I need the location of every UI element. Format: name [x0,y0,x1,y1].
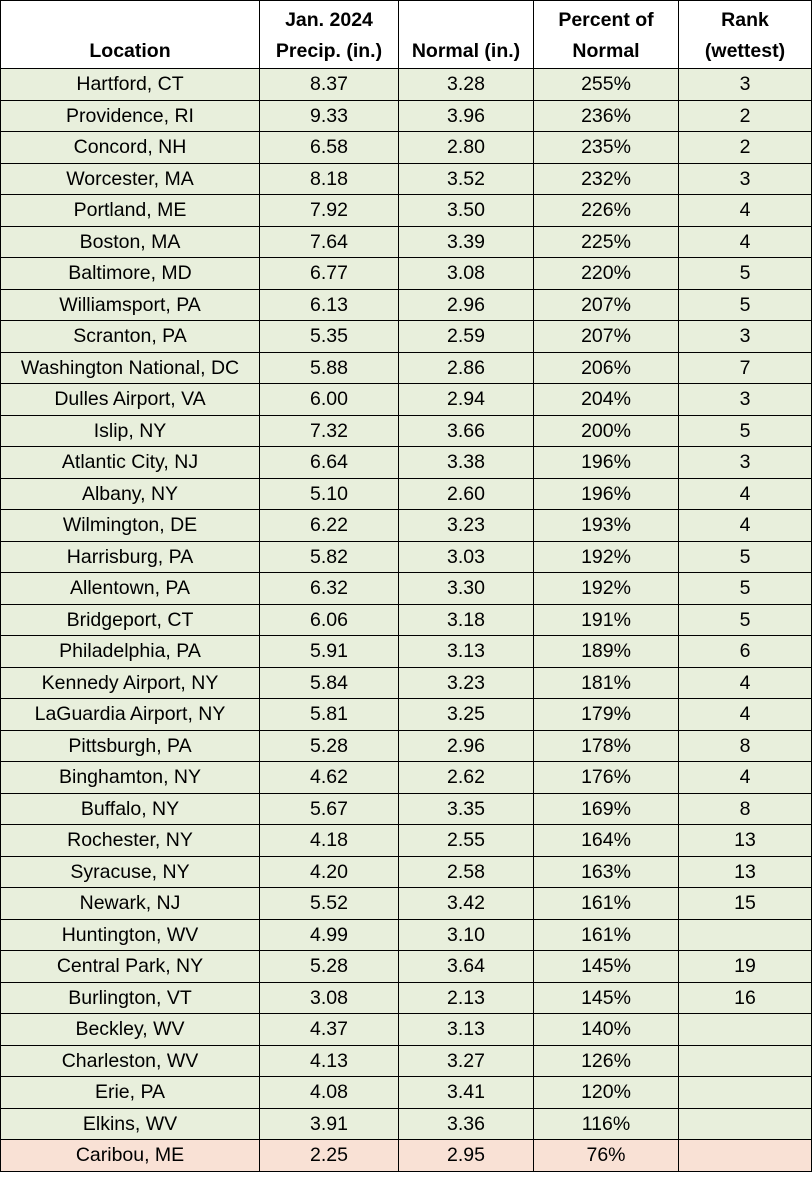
cell-precip: 4.37 [260,1014,399,1046]
cell-percent: 178% [534,730,679,762]
cell-precip: 5.10 [260,478,399,510]
table-row [1,825,812,857]
cell-normal: 3.30 [399,573,534,605]
table-row [1,1045,812,1077]
cell-percent: 116% [534,1108,679,1140]
cell-location: Rochester, NY [1,825,260,857]
cell-location: Allentown, PA [1,573,260,605]
cell-percent: 220% [534,258,679,290]
cell-precip: 4.08 [260,1077,399,1109]
cell-percent: 169% [534,793,679,825]
cell-percent: 193% [534,510,679,542]
cell-rank: 5 [679,604,812,636]
cell-precip: 6.13 [260,289,399,321]
cell-location: Syracuse, NY [1,856,260,888]
table-row [1,163,812,195]
cell-normal: 3.03 [399,541,534,573]
table-row [1,195,812,227]
cell-percent: 163% [534,856,679,888]
cell-percent: 255% [534,69,679,101]
cell-precip: 5.35 [260,321,399,353]
cell-rank: 3 [679,447,812,479]
cell-rank [679,1077,812,1109]
cell-precip: 6.00 [260,384,399,416]
cell-percent: 207% [534,289,679,321]
table-row [1,69,812,101]
header-location [1,1,260,69]
cell-location: LaGuardia Airport, NY [1,699,260,731]
cell-location: Washington National, DC [1,352,260,384]
cell-location: Pittsburgh, PA [1,730,260,762]
cell-rank: 4 [679,226,812,258]
header-normal-label: Normal (in.) [411,40,521,62]
cell-percent: 196% [534,478,679,510]
cell-rank: 2 [679,100,812,132]
cell-rank: 5 [679,573,812,605]
cell-rank: 4 [679,478,812,510]
cell-normal: 2.96 [399,730,534,762]
cell-percent: 226% [534,195,679,227]
cell-normal: 2.55 [399,825,534,857]
cell-normal: 3.23 [399,510,534,542]
cell-percent: 192% [534,573,679,605]
table-body [1,69,812,1172]
cell-location: Islip, NY [1,415,260,447]
cell-percent: 179% [534,699,679,731]
cell-location: Erie, PA [1,1077,260,1109]
cell-normal: 3.52 [399,163,534,195]
cell-percent: 76% [534,1140,679,1172]
header-percent-line1: Percent of [558,9,654,31]
cell-location: Scranton, PA [1,321,260,353]
cell-rank: 5 [679,541,812,573]
cell-rank: 15 [679,888,812,920]
cell-percent: 206% [534,352,679,384]
table-header [1,1,812,69]
cell-precip: 6.58 [260,132,399,164]
cell-normal: 3.41 [399,1077,534,1109]
cell-percent: 192% [534,541,679,573]
cell-location: Albany, NY [1,478,260,510]
cell-rank: 5 [679,289,812,321]
header-rank-line2: (wettest) [704,40,786,62]
cell-percent: 145% [534,982,679,1014]
cell-rank: 6 [679,636,812,668]
cell-precip: 5.52 [260,888,399,920]
table-row [1,541,812,573]
cell-location: Central Park, NY [1,951,260,983]
cell-rank: 8 [679,730,812,762]
table-row [1,100,812,132]
cell-normal: 2.59 [399,321,534,353]
cell-normal: 3.13 [399,1014,534,1046]
cell-percent: 232% [534,163,679,195]
cell-rank [679,919,812,951]
cell-location: Atlantic City, NJ [1,447,260,479]
cell-precip: 9.33 [260,100,399,132]
cell-rank: 19 [679,951,812,983]
table-row [1,321,812,353]
table-row [1,856,812,888]
cell-rank: 4 [679,762,812,794]
cell-location: Philadelphia, PA [1,636,260,668]
cell-location: Providence, RI [1,100,260,132]
cell-normal: 2.80 [399,132,534,164]
cell-precip: 7.92 [260,195,399,227]
table-row [1,667,812,699]
cell-location: Binghamton, NY [1,762,260,794]
cell-rank [679,1108,812,1140]
cell-percent: 207% [534,321,679,353]
cell-normal: 3.64 [399,951,534,983]
cell-precip: 4.18 [260,825,399,857]
cell-location: Baltimore, MD [1,258,260,290]
cell-normal: 3.42 [399,888,534,920]
cell-normal: 2.96 [399,289,534,321]
cell-normal: 3.96 [399,100,534,132]
header-location-label: Location [89,40,171,62]
cell-percent: 236% [534,100,679,132]
header-percent-line2: Normal [572,40,640,62]
header-precip-line1: Jan. 2024 [285,9,373,31]
cell-rank: 3 [679,69,812,101]
cell-precip: 4.62 [260,762,399,794]
cell-location: Beckley, WV [1,1014,260,1046]
cell-percent: 164% [534,825,679,857]
cell-normal: 2.94 [399,384,534,416]
table-row [1,919,812,951]
header-row [1,1,812,69]
cell-rank: 4 [679,195,812,227]
cell-percent: 235% [534,132,679,164]
cell-location: Huntington, WV [1,919,260,951]
table-row [1,352,812,384]
cell-location: Wilmington, DE [1,510,260,542]
cell-rank: 4 [679,510,812,542]
cell-rank: 3 [679,163,812,195]
cell-percent: 161% [534,888,679,920]
header-percent [534,1,679,69]
cell-rank: 16 [679,982,812,1014]
cell-precip: 5.84 [260,667,399,699]
table-row [1,1014,812,1046]
cell-location: Newark, NJ [1,888,260,920]
cell-normal: 3.50 [399,195,534,227]
table-row [1,1140,812,1172]
cell-rank: 13 [679,856,812,888]
cell-normal: 3.25 [399,699,534,731]
cell-normal: 3.36 [399,1108,534,1140]
cell-precip: 8.37 [260,69,399,101]
cell-location: Charleston, WV [1,1045,260,1077]
cell-precip: 6.64 [260,447,399,479]
cell-percent: 204% [534,384,679,416]
header-precip [260,1,399,69]
table-row [1,762,812,794]
table-row [1,573,812,605]
cell-rank [679,1045,812,1077]
cell-normal: 3.66 [399,415,534,447]
table-row [1,226,812,258]
cell-percent: 181% [534,667,679,699]
cell-location: Worcester, MA [1,163,260,195]
cell-location: Buffalo, NY [1,793,260,825]
cell-normal: 3.18 [399,604,534,636]
table-row [1,258,812,290]
cell-rank: 3 [679,321,812,353]
cell-rank: 5 [679,415,812,447]
cell-precip: 3.08 [260,982,399,1014]
cell-rank [679,1014,812,1046]
cell-location: Williamsport, PA [1,289,260,321]
cell-precip: 3.91 [260,1108,399,1140]
cell-location: Dulles Airport, VA [1,384,260,416]
table-row [1,447,812,479]
cell-precip: 5.28 [260,951,399,983]
cell-normal: 2.62 [399,762,534,794]
cell-precip: 5.28 [260,730,399,762]
cell-percent: 200% [534,415,679,447]
cell-normal: 3.38 [399,447,534,479]
cell-rank: 8 [679,793,812,825]
header-rank-line1: Rank [721,9,769,31]
cell-normal: 3.35 [399,793,534,825]
cell-precip: 5.82 [260,541,399,573]
table-row [1,478,812,510]
cell-rank: 3 [679,384,812,416]
cell-rank: 7 [679,352,812,384]
table-row [1,510,812,542]
cell-normal: 3.13 [399,636,534,668]
cell-precip: 6.06 [260,604,399,636]
cell-rank: 4 [679,699,812,731]
table-row [1,384,812,416]
header-normal [399,1,534,69]
cell-precip: 5.81 [260,699,399,731]
cell-percent: 191% [534,604,679,636]
cell-normal: 3.10 [399,919,534,951]
cell-location: Boston, MA [1,226,260,258]
cell-location: Concord, NH [1,132,260,164]
cell-precip: 2.25 [260,1140,399,1172]
cell-precip: 5.67 [260,793,399,825]
table-row [1,951,812,983]
cell-rank: 2 [679,132,812,164]
cell-precip: 4.13 [260,1045,399,1077]
cell-percent: 140% [534,1014,679,1046]
cell-percent: 120% [534,1077,679,1109]
table-row [1,636,812,668]
cell-location: Harrisburg, PA [1,541,260,573]
cell-normal: 2.60 [399,478,534,510]
cell-location: Hartford, CT [1,69,260,101]
cell-normal: 3.27 [399,1045,534,1077]
cell-precip: 6.22 [260,510,399,542]
cell-precip: 5.88 [260,352,399,384]
table-row [1,289,812,321]
cell-location: Bridgeport, CT [1,604,260,636]
cell-percent: 176% [534,762,679,794]
cell-precip: 6.77 [260,258,399,290]
cell-location: Kennedy Airport, NY [1,667,260,699]
table-row [1,132,812,164]
cell-normal: 3.08 [399,258,534,290]
cell-location: Elkins, WV [1,1108,260,1140]
cell-rank: 5 [679,258,812,290]
cell-normal: 3.23 [399,667,534,699]
cell-percent: 126% [534,1045,679,1077]
cell-precip: 4.20 [260,856,399,888]
cell-location: Portland, ME [1,195,260,227]
cell-normal: 2.13 [399,982,534,1014]
table-row [1,699,812,731]
cell-precip: 6.32 [260,573,399,605]
cell-percent: 145% [534,951,679,983]
cell-percent: 189% [534,636,679,668]
cell-normal: 2.95 [399,1140,534,1172]
cell-precip: 7.64 [260,226,399,258]
cell-rank [679,1140,812,1172]
cell-percent: 161% [534,919,679,951]
cell-normal: 3.28 [399,69,534,101]
table-row [1,1108,812,1140]
cell-precip: 8.18 [260,163,399,195]
cell-normal: 3.39 [399,226,534,258]
table-row [1,982,812,1014]
table-row [1,888,812,920]
cell-percent: 196% [534,447,679,479]
table-row [1,415,812,447]
cell-location: Burlington, VT [1,982,260,1014]
cell-normal: 2.86 [399,352,534,384]
table-row [1,604,812,636]
cell-location: Caribou, ME [1,1140,260,1172]
header-precip-line2: Precip. (in.) [275,40,383,62]
table-row [1,793,812,825]
cell-rank: 13 [679,825,812,857]
cell-normal: 2.58 [399,856,534,888]
cell-precip: 5.91 [260,636,399,668]
header-rank [679,1,812,69]
cell-rank: 4 [679,667,812,699]
table-row [1,730,812,762]
cell-precip: 4.99 [260,919,399,951]
table-row [1,1077,812,1109]
cell-percent: 225% [534,226,679,258]
cell-precip: 7.32 [260,415,399,447]
